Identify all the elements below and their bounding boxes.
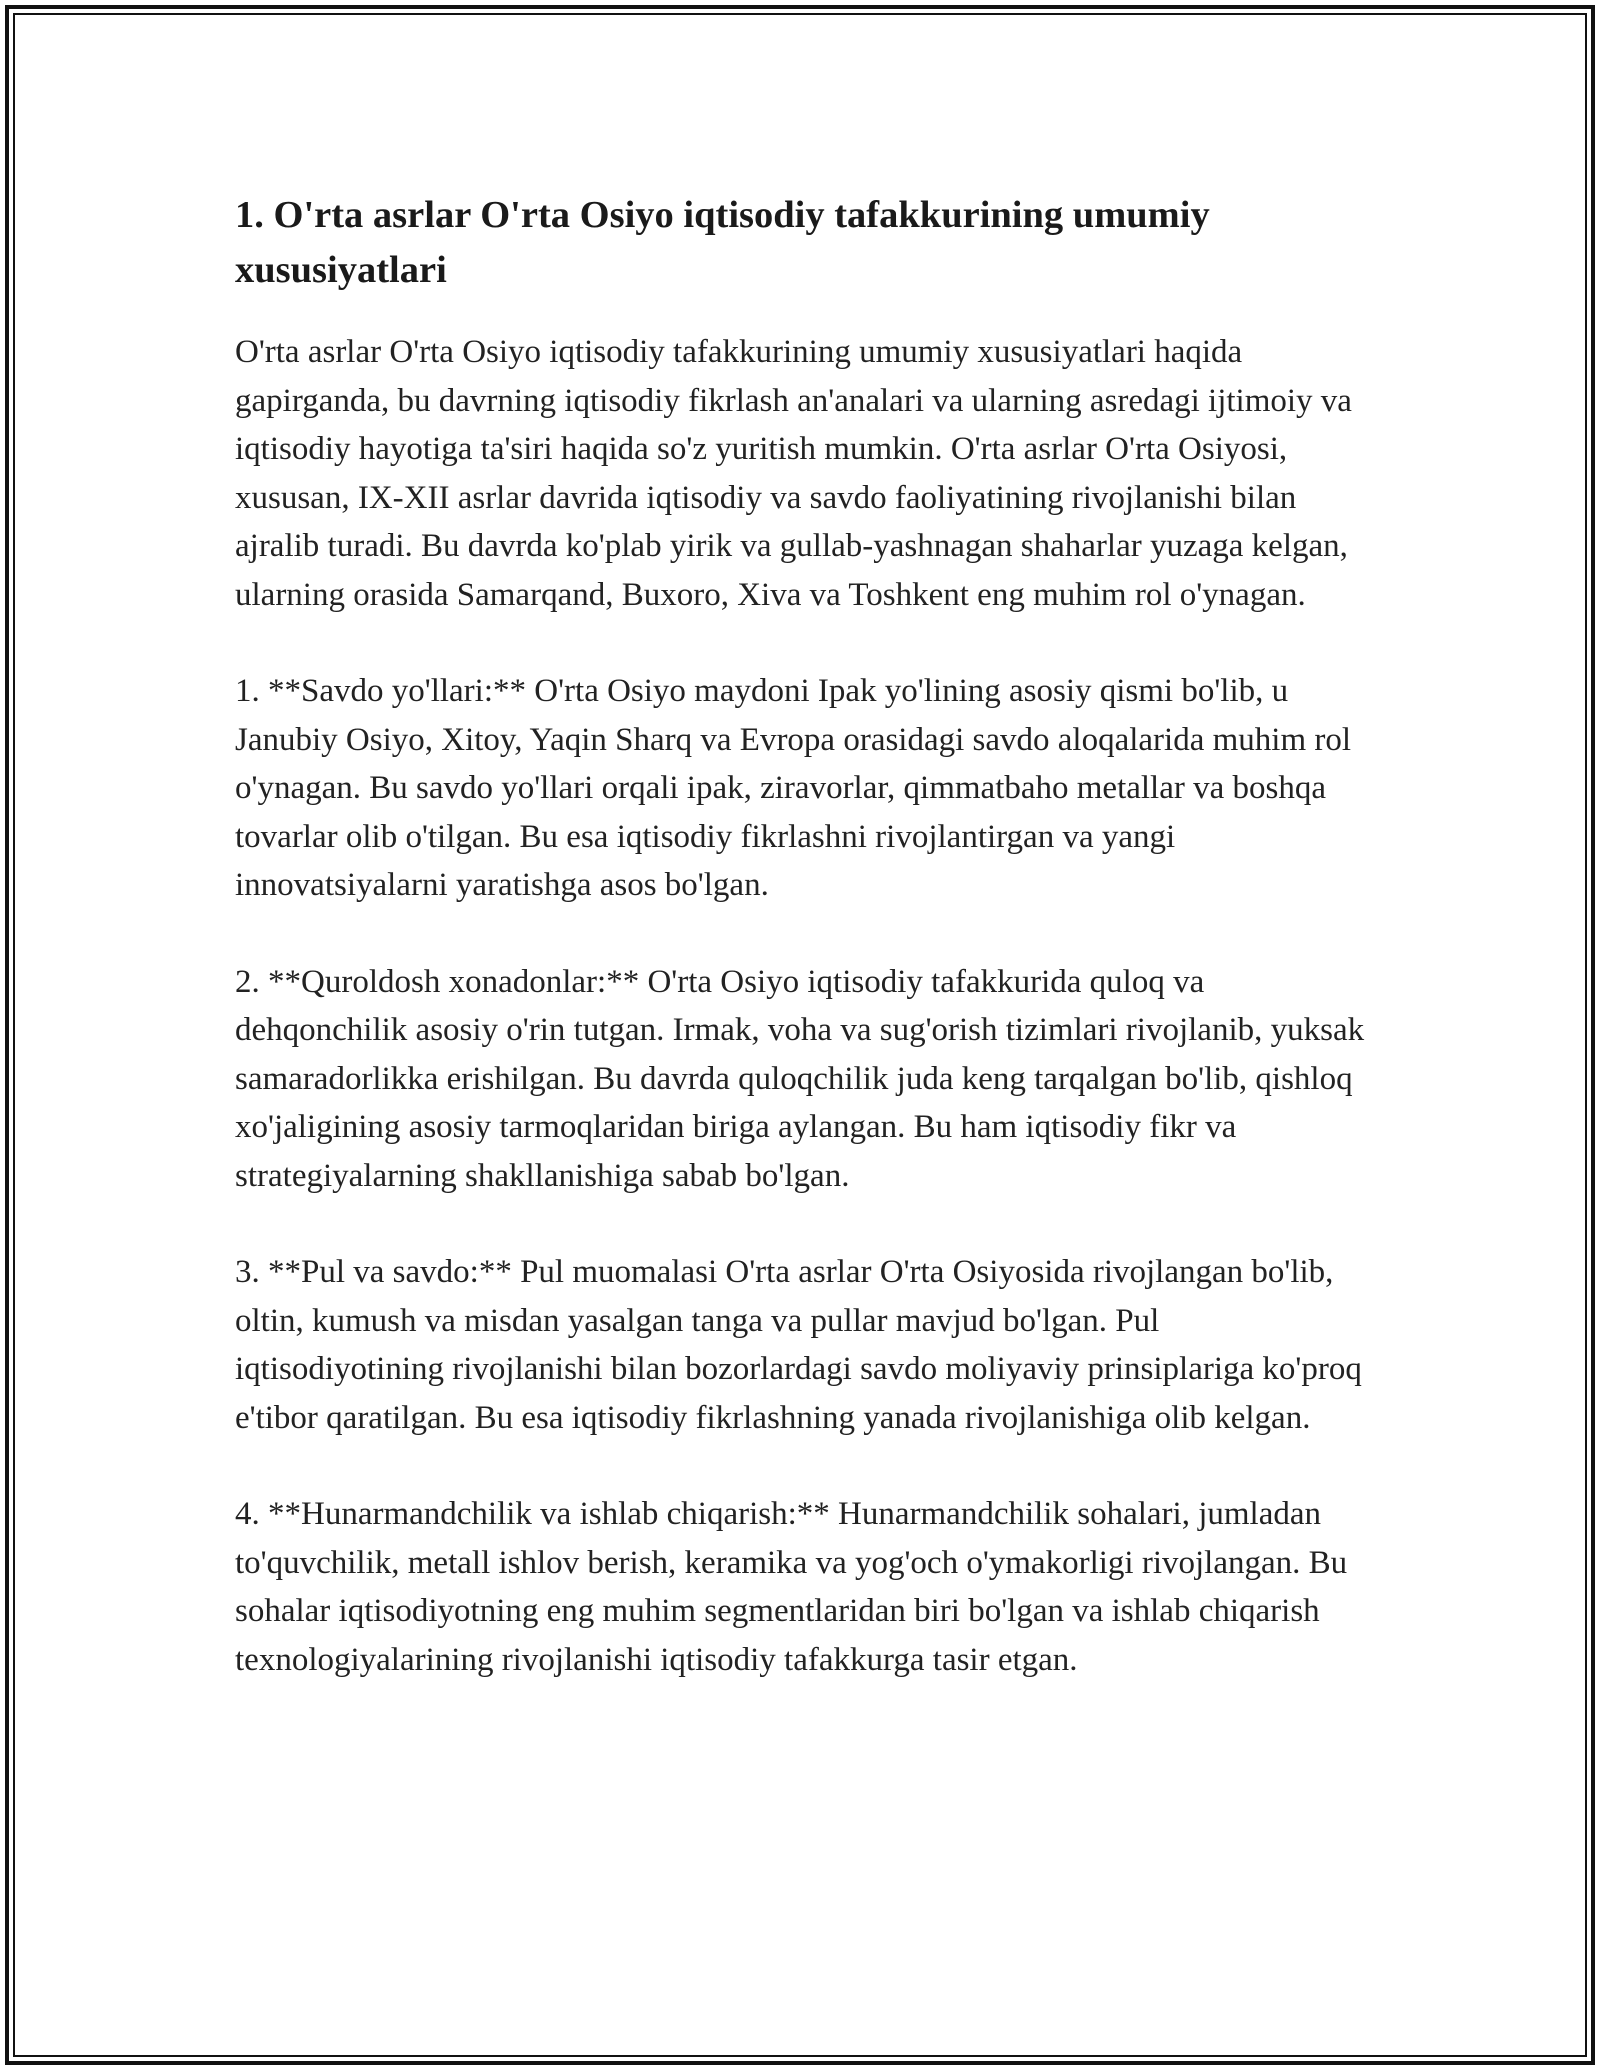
paragraph-trade-routes: 1. **Savdo yo'llari:** O'rta Osiyo maydoni Ipak yo'lining asosiy qismi bo'lib, u Janubiy Osiyo, Xitoy, Yaqin Sharq va Evropa orasidagi savdo aloqalarida muhim rol o'ynagan. Bu savdo yo'llari orqali ipak, ziravorlar, qimmatbaho metallar va boshqa tovarlar olib o'tilgan. Bu esa iqtisodiy fikrlashni rivojlantirgan va yangi innovatsiyalarni yaratishga asos bo'lgan. — [235, 673, 1352, 903]
intro-paragraph: O'rta asrlar O'rta Osiyo iqtisodiy tafakkurining umumiy xususiyatlari haqida gapirganda, bu davrning iqtisodiy fikrlash an'analari va ularning asredagi ijtimoiy va iqtisodiy hayotiga ta'siri haqida so'z yuritish mumkin. O'rta asrlar O'rta Osiyosi, xususan, IX-XII asrlar davrida iqtisodiy va savdo faoliyatining rivojlanishi bilan ajralib turadi. Bu davrda ko'plab yirik va gullab-yashnagan shaharlar yuzaga kelgan, ularning orasida Samarqand, Buxoro, Xiva va Toshkent eng muhim rol o'ynagan. — [235, 334, 1352, 613]
section-heading: 1. O'rta asrlar O'rta Osiyo iqtisodiy tafakkurining umumiy xususiyatlari — [235, 194, 1210, 291]
paragraph-money-trade: 3. **Pul va savdo:** Pul muomalasi O'rta asrlar O'rta Osiyosida rivojlangan bo'lib, oltin, kumush va misdan yasalgan tanga va pullar mavjud bo'lgan. Pul iqtisodiyotining rivojlanishi bilan bozorlardagi savdo moliyaviy prinsiplariga ko'proq e'tibor qaratilgan. Bu esa iqtisodiy fikrlashning yanada rivojlanishiga olib kelgan. — [235, 1254, 1362, 1436]
document-content — [235, 188, 1365, 1732]
paragraph-crafts-production: 4. **Hunarmandchilik va ishlab chiqarish:** Hunarmandchilik sohalari, jumladan to'quvchilik, metall ishlov berish, keramika va yog'och o'ymakorligi rivojlangan. Bu sohalar iqtisodiyotning eng muhim segmentlaridan biri bo'lgan va ishlab chiqarish texnologiyalarining rivojlanishi iqtisodiy tafakkurga tasir etgan. — [235, 1496, 1348, 1678]
paragraph-households: 2. **Quroldosh xonadonlar:** O'rta Osiyo iqtisodiy tafakkurida quloq va dehqonchilik asosiy o'rin tutgan. Irmak, voha va sug'orish tizimlari rivojlanib, yuksak samaradorlikka erishilgan. Bu davrda quloqchilik juda keng tarqalgan bo'lib, qishloq xo'jaligining asosiy tarmoqlaridan biriga aylangan. Bu ham iqtisodiy fikr va strategiyalarning shakllanishiga sabab bo'lgan. — [235, 963, 1365, 1194]
